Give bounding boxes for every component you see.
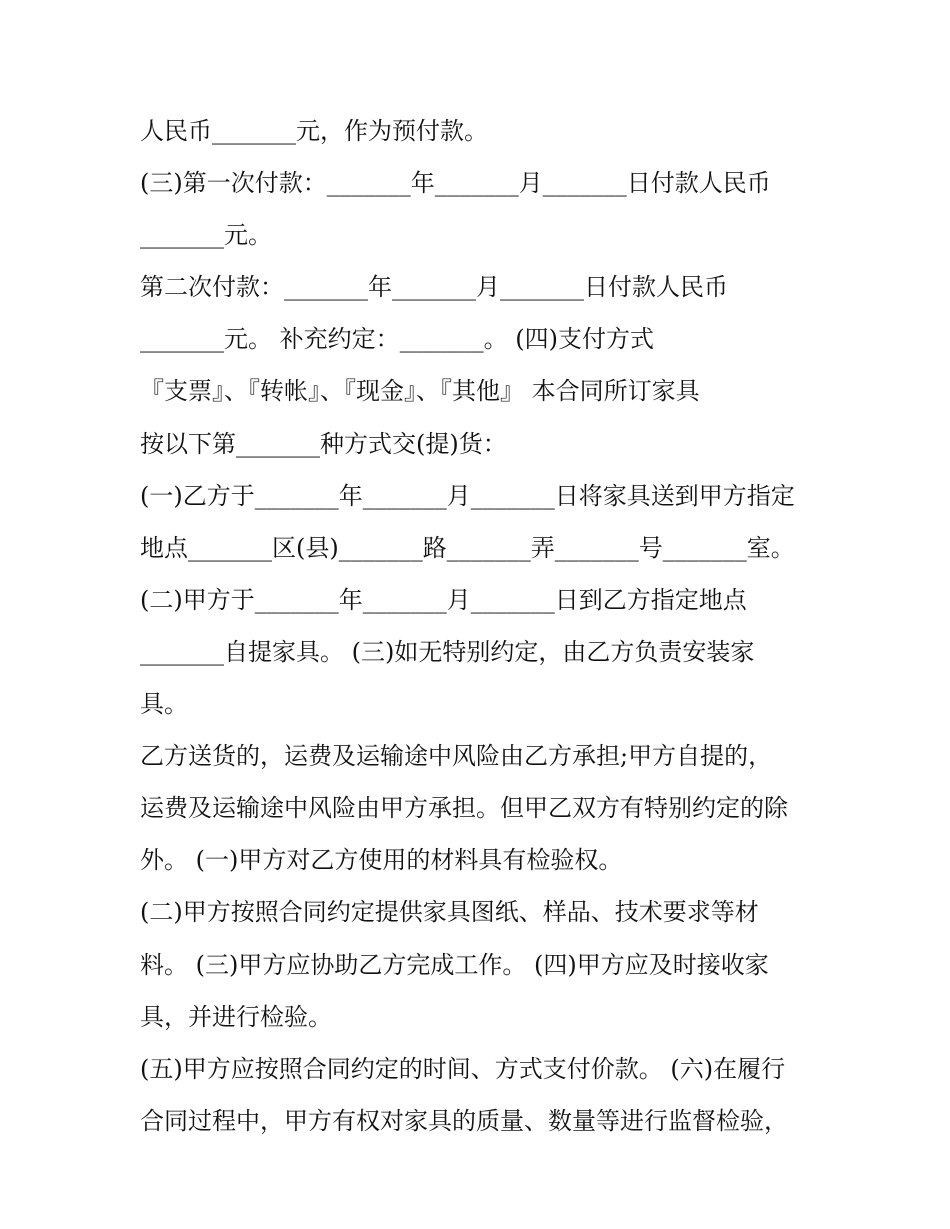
text-line: _______元。 [140, 221, 272, 250]
text-line: 按以下第_______种方式交(提)货： [140, 429, 507, 458]
text-line: (二)甲方按照合同约定提供家具图纸、样品、技术要求等材 [140, 898, 759, 927]
text-line: (三)第一次付款：_______年_______月_______日付款人民币 [140, 169, 771, 198]
text-line: 人民币_______元，作为预付款。 [140, 117, 488, 145]
text-line: (五)甲方应按照合同约定的时间、方式支付价款。 (六)在履行 [140, 1054, 786, 1083]
text-line: (二)甲方于_______年_______月_______日到乙方指定地点 [140, 585, 747, 614]
text-line: 外。 (一)甲方对乙方使用的材料具有检验权。 [140, 846, 623, 875]
text-line: 第二次付款：_______年_______月_______日付款人民币 [140, 273, 728, 302]
text-line: 乙方送货的，运费及运输途中风险由乙方承担;甲方自提的， [140, 742, 773, 771]
document-body [140, 105, 830, 1147]
text-line: _______元。 补充约定：_______。 (四)支付方式 [140, 325, 654, 354]
text-line: 地点_______区(县)_______路_______弄_______号_______室。 [140, 533, 795, 562]
text-line: (一)乙方于_______年_______月_______日将家具送到甲方指定 [140, 481, 795, 510]
text-line: _______自提家具。 (三)如无特别约定，由乙方负责安装家 [140, 637, 755, 666]
text-line: 『支票』、『转帐』、『现金』、『其他』 本合同所订家具 [140, 377, 700, 406]
text-line: 合同过程中，甲方有权对家具的质量、数量等进行监督检验， [140, 1106, 788, 1135]
text-line: 具。 [140, 690, 188, 719]
text-line: 具，并进行检验。 [140, 1002, 332, 1031]
text-line: 运费及运输途中风险由甲方承担。但甲乙双方有特别约定的除 [140, 794, 788, 823]
text-line: 料。 (三)甲方应协助乙方完成工作。 (四)甲方应及时接收家 [140, 950, 769, 979]
